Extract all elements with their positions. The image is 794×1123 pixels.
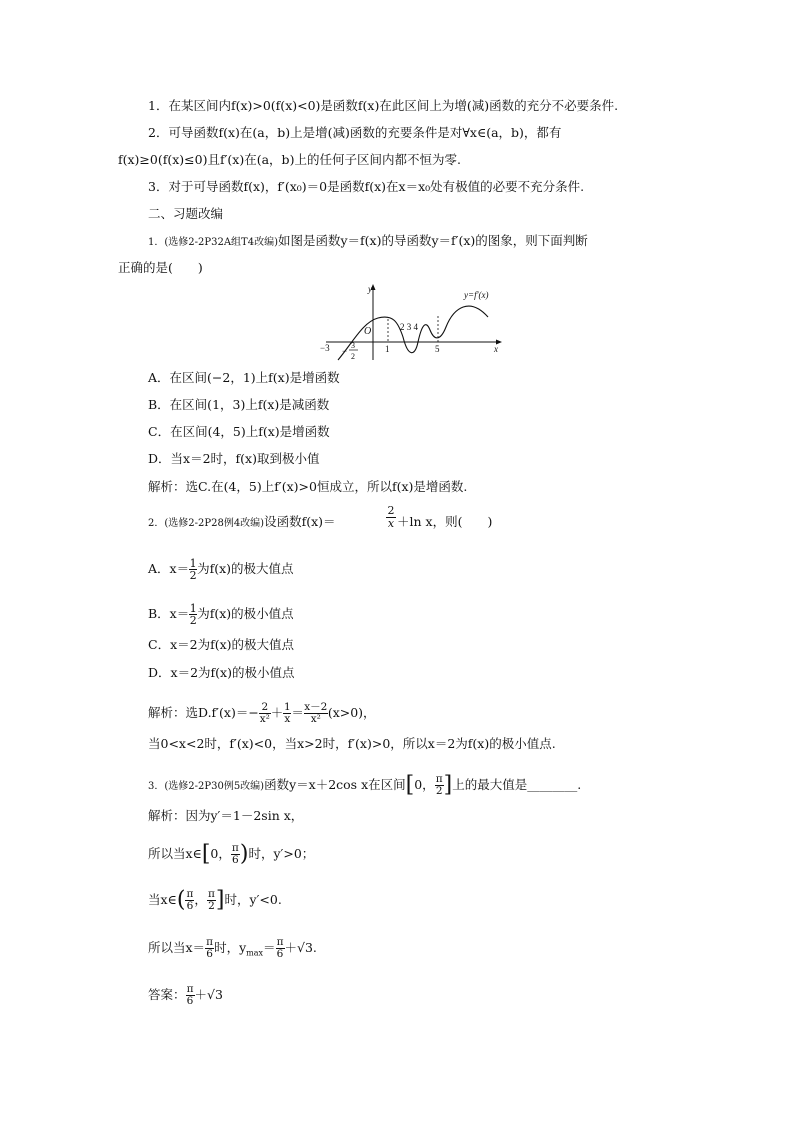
q3-sol2-frac bbox=[231, 843, 240, 866]
q2-an-f3-den: x² bbox=[304, 713, 328, 725]
derivative-graph bbox=[318, 282, 508, 362]
point-2-line-1: 2．可导函数f(x)在(a，b)上是增(减)函数的充要条件是对∀x∈(a，b)，都有 bbox=[148, 125, 562, 140]
tick-minus-sign: − bbox=[342, 346, 348, 356]
q3-sol2-zero: 0， bbox=[210, 846, 231, 861]
x-axis-label: x bbox=[494, 344, 498, 354]
q3-bracket-open: [ bbox=[405, 772, 415, 798]
q2-an-f3-num: x－2 bbox=[304, 701, 328, 713]
q3-answer-post: ＋√3 bbox=[194, 987, 223, 1002]
q3-sol3-pre: 当x∈ bbox=[148, 892, 177, 907]
q3-answer-pi: π bbox=[186, 983, 194, 995]
origin-label: O bbox=[364, 326, 372, 337]
q1-option-d: D．当x＝2时，f(x)取到极小值 bbox=[148, 451, 320, 466]
y-axis-label: y bbox=[368, 284, 372, 294]
q2-analysis-1 bbox=[148, 702, 376, 725]
q1-option-b: B．在区间(1，3)上f(x)是减函数 bbox=[148, 397, 330, 412]
point-2-line-2: f(x)≥0(f(x)≤0)且f′(x)在(a，b)上的任何子区间内都不恒为零. bbox=[118, 152, 461, 167]
q2-an-plus: ＋ bbox=[270, 705, 284, 720]
q3-answer-frac bbox=[186, 984, 195, 1007]
q3-sol4-frac-2 bbox=[276, 937, 285, 960]
q2-option-b-pre: B．x＝ bbox=[148, 606, 190, 621]
q3-sol4-pre: 所以当x＝ bbox=[148, 940, 206, 955]
q2-option-b-post: 为f(x)的极小值点 bbox=[197, 606, 294, 621]
q3-sol4-eq: ＝ bbox=[263, 940, 276, 955]
q2-option-d: D．x＝2为f(x)的极小值点 bbox=[148, 665, 295, 680]
q2-analysis-2: 当0<x<2时，f′(x)<0，当x>2时，f′(x)>0，所以x＝2为f(x)的极小值点. bbox=[148, 736, 556, 751]
q3-sol4-frac-1 bbox=[205, 937, 214, 960]
q3-sol3-post: 时，y′<0. bbox=[224, 892, 282, 907]
tick-5: 5 bbox=[435, 344, 440, 354]
q3-source: 3．(选修2-2P30例5改编) bbox=[148, 781, 265, 792]
q3-sol3-pi-1: π bbox=[186, 888, 194, 900]
q3-sol4-pi-1: π bbox=[206, 936, 214, 948]
q3-sol2-bracket-close: ) bbox=[239, 841, 249, 867]
q3-sol2-post: 时，y′>0； bbox=[248, 846, 315, 861]
q3-sol4-sub: max bbox=[246, 948, 263, 958]
q3-sol2-pre: 所以当x∈ bbox=[148, 846, 202, 861]
q2-option-b bbox=[148, 603, 294, 626]
tick-1: 1 bbox=[385, 344, 390, 354]
tick-frac-den: 2 bbox=[351, 352, 355, 361]
section-title: 二、习题改编 bbox=[148, 206, 224, 221]
q2-frac-den: x bbox=[387, 517, 395, 530]
q1-option-c: C．在区间(4，5)上f(x)是增函数 bbox=[148, 424, 330, 439]
q2-an-f1-num: 2 bbox=[261, 701, 269, 713]
tick-2-3-4: 2 3 4 bbox=[400, 322, 418, 332]
q1-option-a: A．在区间(−2，1)上f(x)是增函数 bbox=[148, 370, 340, 385]
q3-sol3-bracket-close: ] bbox=[215, 887, 225, 913]
q3-sol4-six-1: 6 bbox=[206, 948, 213, 960]
q2-option-b-num: 1 bbox=[189, 602, 197, 615]
q2-an-f2-den: x bbox=[284, 713, 291, 725]
q3-sol4-mid: 时，y bbox=[214, 940, 247, 955]
tick-minus-3: −3 bbox=[320, 343, 330, 353]
q2-analysis-pre: 解析：选D.f′(x)＝− bbox=[148, 705, 259, 720]
q3-sol3-pi-2: π bbox=[207, 888, 215, 900]
q3-sol2-pi: π bbox=[231, 842, 239, 854]
q3-sol4-pi-2: π bbox=[276, 936, 284, 948]
q2-option-b-den: 2 bbox=[189, 614, 197, 627]
q3-stem-zero: 0， bbox=[414, 777, 435, 792]
q2-an-frac-1 bbox=[259, 702, 271, 725]
q3-sol3-comma: ， bbox=[194, 892, 207, 907]
q2-stem-post: ＋ln x，则( ) bbox=[397, 514, 493, 529]
q1-analysis: 解析：选C.在(4，5)上f′(x)>0恒成立，所以f(x)是增函数. bbox=[148, 479, 468, 494]
q2-analysis-post: (x>0)， bbox=[327, 705, 376, 720]
q3-stem-pre: 函数y＝x＋2cos x在区间 bbox=[264, 777, 406, 792]
q3-solution-4 bbox=[148, 937, 317, 963]
q3-stem-post: 上的最大值是________. bbox=[452, 777, 582, 792]
tick-frac-num: 3 bbox=[351, 341, 355, 350]
q2-option-a-post: 为f(x)的极大值点 bbox=[197, 561, 294, 576]
q3-solution-2 bbox=[148, 843, 314, 866]
q3-solution-1: 解析：因为y′＝1－2sin x， bbox=[148, 808, 304, 823]
q3-stem-pi: π bbox=[435, 773, 443, 785]
q2-source: 2．(选修2-2P28例4改编) bbox=[148, 518, 265, 529]
q2-option-c: C．x＝2为f(x)的极大值点 bbox=[148, 637, 294, 652]
q1-source: 1．(选修2-2P32A组T4改编) bbox=[148, 237, 278, 248]
q3-sol4-post: ＋√3. bbox=[284, 940, 317, 955]
q1-stem-b: 正确的是( ) bbox=[118, 260, 203, 275]
q1-stem-line-1 bbox=[148, 232, 588, 252]
q3-stem bbox=[148, 774, 581, 797]
q2-option-a-den: 2 bbox=[189, 569, 197, 582]
derivative-curve bbox=[338, 306, 488, 360]
q3-stem-frac bbox=[435, 774, 444, 797]
q2-an-frac-3 bbox=[304, 702, 328, 725]
q3-sol3-six: 6 bbox=[186, 900, 194, 912]
q2-frac-num: 2 bbox=[387, 504, 395, 517]
q2-option-a-pre: A．x＝ bbox=[148, 561, 190, 576]
q3-answer-six: 6 bbox=[186, 995, 194, 1007]
q2-option-a-frac bbox=[189, 558, 197, 581]
point-1: 1．在某区间内f(x)>0(f(x)<0)是函数f(x)在此区间上为增(减)函数的充分不必要条件. bbox=[148, 98, 619, 113]
q3-answer-pre: 答案： bbox=[148, 987, 186, 1002]
q3-sol3-bracket-open: ( bbox=[176, 887, 186, 913]
q3-sol4-six-2: 6 bbox=[276, 948, 284, 960]
q2-an-eq: ＝ bbox=[291, 705, 304, 720]
q3-sol2-bracket-open: [ bbox=[201, 841, 211, 867]
q3-sol3-two: 2 bbox=[208, 900, 215, 912]
q2-fraction bbox=[386, 505, 396, 530]
q3-sol2-six: 6 bbox=[232, 854, 239, 866]
q2-stem-pre: 设函数f(x)＝ bbox=[264, 514, 336, 529]
q3-sol3-frac-2 bbox=[207, 889, 216, 912]
point-3: 3．对于可导函数f(x)，f′(x₀)＝0是函数f(x)在x＝x₀处有极值的必要不充分条件. bbox=[148, 179, 585, 194]
q2-option-a bbox=[148, 558, 294, 581]
q3-answer bbox=[148, 984, 223, 1007]
q2-stem bbox=[148, 513, 336, 533]
q3-solution-3 bbox=[148, 889, 282, 912]
q1-stem-a: 如图是函数y＝f(x)的导函数y＝f′(x)的图象，则下面判断 bbox=[277, 233, 588, 248]
q3-bracket-close: ] bbox=[443, 772, 453, 798]
curve-label: y=f′(x) bbox=[464, 290, 489, 300]
q2-option-a-num: 1 bbox=[189, 557, 197, 570]
q2-an-f2-num: 1 bbox=[283, 701, 291, 713]
q2-an-f1-den: x² bbox=[259, 713, 270, 725]
q3-stem-two: 2 bbox=[435, 785, 443, 797]
